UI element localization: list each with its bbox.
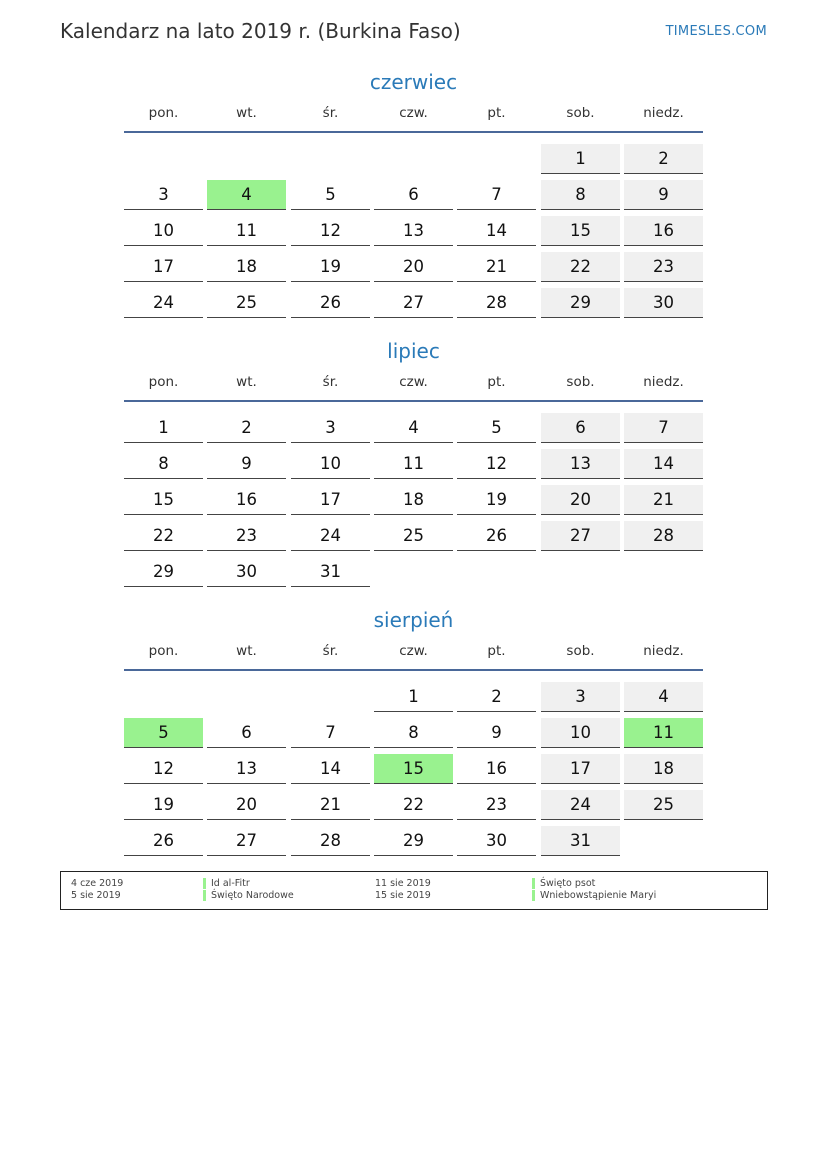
- day-cell: 14: [291, 754, 370, 784]
- weekday-label: wt.: [236, 374, 257, 390]
- day-cell: 11: [374, 449, 453, 479]
- day-cell: 14: [457, 216, 536, 246]
- month-name: lipiec: [387, 339, 440, 363]
- weekday-label: sob.: [566, 374, 595, 390]
- legend-date: 5 sie 2019: [71, 890, 121, 901]
- day-cell: 6: [541, 413, 620, 443]
- page-title: Kalendarz na lato 2019 r. (Burkina Faso): [60, 19, 461, 43]
- day-cell: 19: [457, 485, 536, 515]
- weekday-label: wt.: [236, 105, 257, 121]
- day-cell: 22: [541, 252, 620, 282]
- day-cell: 6: [207, 718, 286, 748]
- weekday-label: pon.: [148, 374, 179, 390]
- day-cell: 19: [291, 252, 370, 282]
- day-cell: 12: [457, 449, 536, 479]
- day-cell: 23: [207, 521, 286, 551]
- day-cell: 18: [624, 754, 703, 784]
- day-cell: 18: [207, 252, 286, 282]
- day-cell: 20: [374, 252, 453, 282]
- weekday-label: śr.: [322, 105, 339, 121]
- day-cell: 27: [541, 521, 620, 551]
- holiday-legend: [60, 871, 768, 910]
- day-cell: 27: [207, 826, 286, 856]
- legend-holiday-name: Wniebowstąpienie Maryi: [532, 890, 656, 901]
- weekday-label: pon.: [148, 105, 179, 121]
- header-rule: [124, 400, 703, 402]
- day-cell: 5: [291, 180, 370, 210]
- month-name: czerwiec: [369, 70, 458, 94]
- day-cell: 25: [374, 521, 453, 551]
- header-rule: [124, 669, 703, 671]
- day-cell: 22: [124, 521, 203, 551]
- day-cell: 19: [124, 790, 203, 820]
- day-cell: 22: [374, 790, 453, 820]
- day-cell: 16: [457, 754, 536, 784]
- day-cell: 24: [541, 790, 620, 820]
- holiday-day-cell: 15: [374, 754, 453, 784]
- weekday-label: czw.: [399, 374, 428, 390]
- day-cell: 9: [624, 180, 703, 210]
- legend-holiday-name: Święto psot: [532, 878, 595, 889]
- holiday-day-cell: 5: [124, 718, 203, 748]
- day-cell: 1: [374, 682, 453, 712]
- day-cell: 2: [457, 682, 536, 712]
- day-cell: 1: [124, 413, 203, 443]
- day-cell: 24: [291, 521, 370, 551]
- weekday-label: wt.: [236, 643, 257, 659]
- holiday-day-cell: 4: [207, 180, 286, 210]
- weekday-label: czw.: [399, 105, 428, 121]
- weekday-label: niedz.: [643, 374, 684, 390]
- holiday-day-cell: 11: [624, 718, 703, 748]
- day-cell: 5: [457, 413, 536, 443]
- header-rule: [124, 131, 703, 133]
- day-cell: 2: [207, 413, 286, 443]
- day-cell: 15: [124, 485, 203, 515]
- day-cell: 7: [624, 413, 703, 443]
- day-cell: 21: [457, 252, 536, 282]
- day-cell: 7: [291, 718, 370, 748]
- weekday-label: pt.: [487, 374, 506, 390]
- day-cell: 10: [541, 718, 620, 748]
- day-cell: 12: [124, 754, 203, 784]
- day-cell: 4: [624, 682, 703, 712]
- day-cell: 28: [457, 288, 536, 318]
- legend-date: 4 cze 2019: [71, 878, 124, 889]
- weekday-label: niedz.: [643, 105, 684, 121]
- weekday-label: pon.: [148, 643, 179, 659]
- day-cell: 29: [124, 557, 203, 587]
- day-cell: 27: [374, 288, 453, 318]
- day-cell: 26: [124, 826, 203, 856]
- day-cell: 28: [291, 826, 370, 856]
- legend-holiday-name: Id al-Fitr: [203, 878, 250, 889]
- weekday-label: śr.: [322, 643, 339, 659]
- day-cell: 9: [207, 449, 286, 479]
- weekday-label: sob.: [566, 105, 595, 121]
- day-cell: 6: [374, 180, 453, 210]
- weekday-header: [124, 105, 703, 125]
- day-cell: 15: [541, 216, 620, 246]
- day-cell: 25: [624, 790, 703, 820]
- day-cell: 3: [124, 180, 203, 210]
- day-cell: 21: [624, 485, 703, 515]
- day-cell: 26: [457, 521, 536, 551]
- day-cell: 11: [207, 216, 286, 246]
- site-brand-link[interactable]: TIMESLES.COM: [665, 24, 767, 39]
- day-cell: 30: [624, 288, 703, 318]
- day-cell: 29: [541, 288, 620, 318]
- weekday-label: śr.: [322, 374, 339, 390]
- day-cell: 17: [541, 754, 620, 784]
- day-cell: 8: [541, 180, 620, 210]
- day-cell: 8: [124, 449, 203, 479]
- day-cell: 10: [124, 216, 203, 246]
- day-cell: 4: [374, 413, 453, 443]
- day-cell: 20: [541, 485, 620, 515]
- day-cell: 2: [624, 144, 703, 174]
- day-cell: 21: [291, 790, 370, 820]
- day-cell: 24: [124, 288, 203, 318]
- legend-date: 11 sie 2019: [375, 878, 431, 889]
- day-cell: 8: [374, 718, 453, 748]
- legend-date: 15 sie 2019: [375, 890, 431, 901]
- weekday-label: niedz.: [643, 643, 684, 659]
- day-cell: 13: [207, 754, 286, 784]
- day-cell: 31: [291, 557, 370, 587]
- day-cell: 23: [457, 790, 536, 820]
- day-cell: 16: [624, 216, 703, 246]
- day-cell: 1: [541, 144, 620, 174]
- day-cell: 13: [541, 449, 620, 479]
- weekday-label: czw.: [399, 643, 428, 659]
- weekday-label: sob.: [566, 643, 595, 659]
- day-cell: 30: [207, 557, 286, 587]
- weekday-header: [124, 643, 703, 663]
- legend-holiday-name: Święto Narodowe: [203, 890, 294, 901]
- day-cell: 20: [207, 790, 286, 820]
- day-cell: 10: [291, 449, 370, 479]
- day-cell: 12: [291, 216, 370, 246]
- day-cell: 16: [207, 485, 286, 515]
- weekday-header: [124, 374, 703, 394]
- weekday-label: pt.: [487, 105, 506, 121]
- day-cell: 29: [374, 826, 453, 856]
- day-cell: 13: [374, 216, 453, 246]
- day-cell: 9: [457, 718, 536, 748]
- day-cell: 18: [374, 485, 453, 515]
- day-cell: 23: [624, 252, 703, 282]
- day-cell: 30: [457, 826, 536, 856]
- weekday-label: pt.: [487, 643, 506, 659]
- day-cell: 7: [457, 180, 536, 210]
- day-cell: 17: [124, 252, 203, 282]
- day-cell: 25: [207, 288, 286, 318]
- day-cell: 26: [291, 288, 370, 318]
- month-name: sierpień: [373, 608, 454, 632]
- day-cell: 14: [624, 449, 703, 479]
- day-cell: 28: [624, 521, 703, 551]
- day-cell: 3: [291, 413, 370, 443]
- day-cell: 17: [291, 485, 370, 515]
- day-cell: 3: [541, 682, 620, 712]
- day-cell: 31: [541, 826, 620, 856]
